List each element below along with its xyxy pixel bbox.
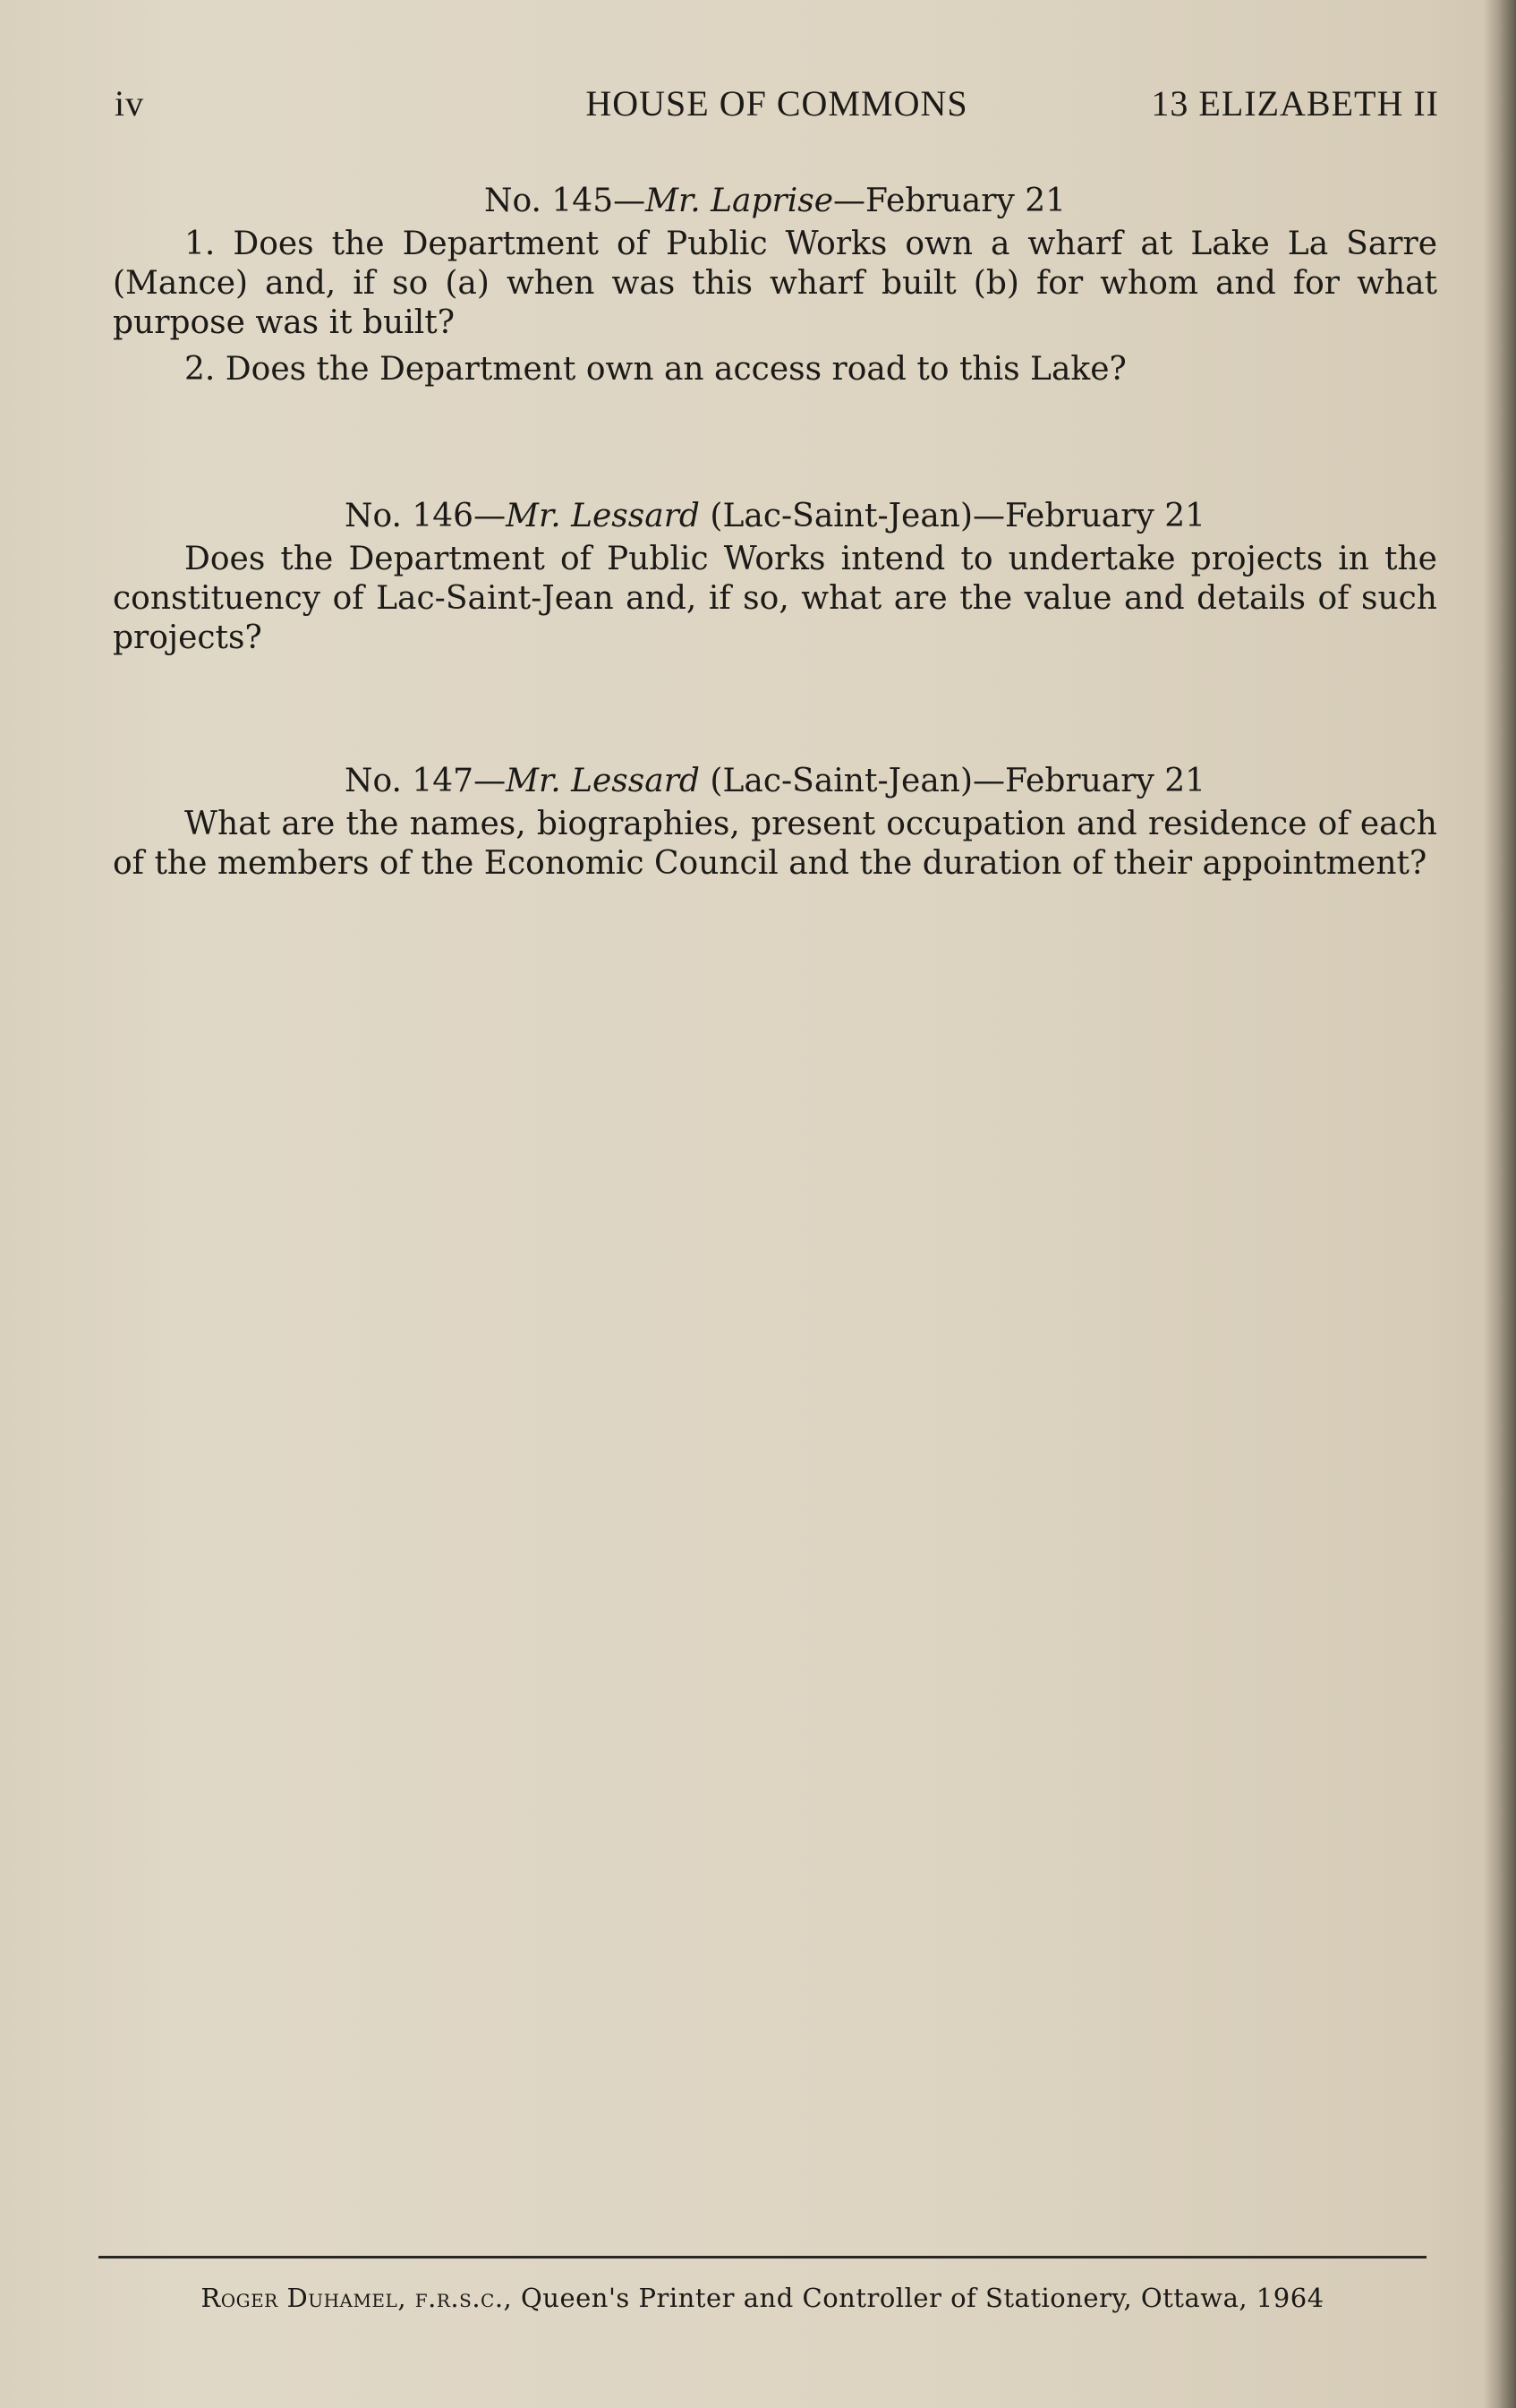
question-member: Mr. Lessard: [506, 498, 700, 534]
page-edge-shadow: [1484, 0, 1516, 2408]
question-paragraph: 2. Does the Department own an access road to this Lake?: [184, 351, 1127, 388]
question-heading: [113, 762, 1437, 801]
reign-year: 13 ELIZABETH II: [1151, 83, 1439, 124]
question-riding: (Lac-Saint-Jean): [699, 763, 974, 799]
question-paragraph: Does the Department of Public Works intend to undertake projects in the constituency of Lac-Saint-Jean and, if so, what are the value and details of such projects?: [113, 541, 1437, 656]
printer-imprint: [98, 2283, 1427, 2313]
question-number: No. 147—: [344, 763, 507, 799]
question-member: Mr. Lessard: [506, 763, 700, 799]
question-146: [113, 497, 1437, 665]
question-date: —February 21: [973, 763, 1206, 799]
question-date: —February 21: [833, 183, 1067, 219]
question-number: No. 145—: [483, 183, 646, 219]
question-heading: [113, 497, 1437, 536]
question-number: No. 146—: [344, 498, 507, 534]
page-number: iv: [115, 83, 145, 124]
printer-name: Roger Duhamel: [200, 2283, 398, 2313]
question-145: [113, 182, 1437, 397]
question-date: —February 21: [973, 498, 1206, 534]
question-member: Mr. Laprise: [645, 183, 834, 219]
running-title: HOUSE OF COMMONS: [585, 83, 968, 124]
printer-credentials: , f.r.s.c.,: [397, 2283, 513, 2313]
question-riding: (Lac-Saint-Jean): [699, 498, 974, 534]
question-147: [113, 762, 1437, 891]
question-heading: [113, 182, 1437, 221]
question-paragraph: What are the names, biographies, present occupation and residence of each of the members of the Economic Council and the duration of their appointment?: [113, 806, 1437, 882]
question-paragraph: 1. Does the Department of Public Works own a wharf at Lake La Sarre (Mance) and, if so (a) when was this wharf built (b) for whom and for what purpose was it built?: [113, 226, 1437, 341]
footer-rule: [98, 2256, 1427, 2259]
printer-title: Queen's Printer and Controller of Stationery, Ottawa, 1964: [512, 2283, 1324, 2313]
running-head: [115, 82, 1439, 127]
